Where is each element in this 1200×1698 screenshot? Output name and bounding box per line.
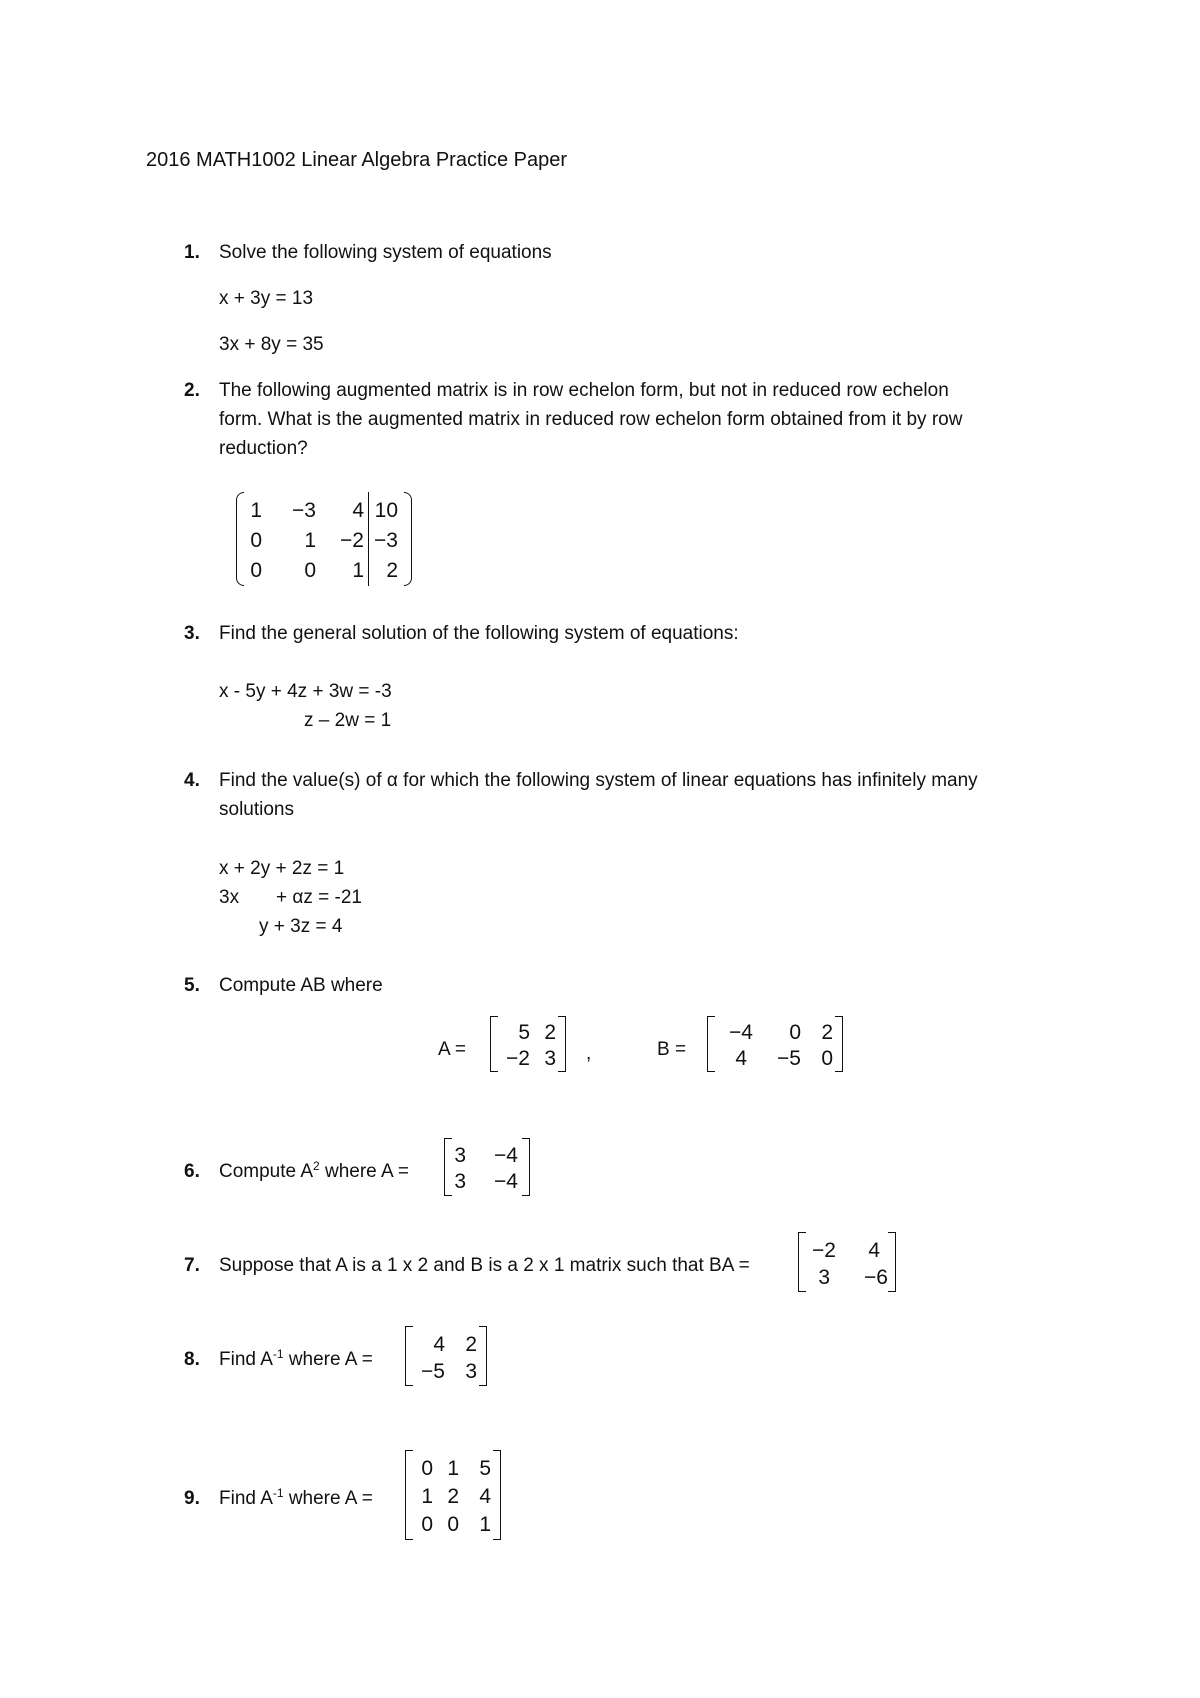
matrix-cell: 4 [352,499,364,522]
matrix-cell: −5 [421,1360,445,1383]
question-text: form. What is the augmented matrix in reduced row echelon form obtained from it by row [219,409,963,430]
question-text: Find $A^{-1}$ where A = [219,1347,373,1370]
question-text: Suppose that A is a 1 x 2 and B is a 2 x 1 matrix such that BA = [219,1255,750,1276]
question-number: 9. [184,1488,200,1509]
matrix-cell: 5 [479,1457,491,1480]
matrix-cell: 2 [821,1021,833,1044]
matrix-cell: 3 [544,1047,556,1070]
matrix-label: A = [438,1039,466,1060]
equation: 3x [219,887,240,908]
question-text: Compute AB where [219,975,383,996]
question-number: 7. [184,1255,200,1276]
question-number: 3. [184,623,200,644]
matrix-cell: 0 [250,559,262,582]
matrix-cell: 3 [454,1144,466,1167]
matrix-cell: 0 [421,1513,433,1536]
equation: 3x + 8y = 35 [219,334,324,355]
equation: x + 2y + 2z = 1 [219,858,345,879]
matrix-cell: 3 [454,1170,466,1193]
matrix-cell: 0 [789,1021,801,1044]
matrix-cell: 0 [821,1047,833,1070]
matrix-cell: −4 [494,1144,518,1167]
separator-comma: , [586,1043,592,1064]
matrix-cell: 2 [386,559,398,582]
question-number: 4. [184,770,200,791]
equation: y + 3z = 4 [259,916,343,937]
matrix-cell: 2 [544,1021,556,1044]
matrix-cell: 0 [250,529,262,552]
matrix-cell: 1 [352,559,364,582]
matrix-cell: −3 [374,529,398,552]
matrix-cell: 0 [421,1457,433,1480]
matrix-cell: 5 [518,1021,530,1044]
matrix-cell: 4 [479,1485,491,1508]
matrix-cell: 10 [374,499,398,522]
equation: x - 5y + 4z + 3w = -3 [219,681,392,702]
matrix-a [444,1138,530,1196]
question-number: 2. [184,380,200,401]
question-text: The following augmented matrix is in row echelon form, but not in reduced row echelon [219,380,949,401]
matrix-label: B = [657,1039,687,1060]
matrix-cell: −3 [292,499,316,522]
matrix-cell: 3 [465,1360,477,1383]
matrix-cell: 2 [465,1333,477,1356]
matrix-a [405,1450,501,1540]
matrix-cell: −5 [777,1047,801,1070]
matrix-cell: −2 [340,529,364,552]
question-text: Solve the following system of equations [219,242,552,263]
question-text: Find the general solution of the following system of equations: [219,623,739,644]
question-text: reduction? [219,438,308,459]
matrix-cell: 1 [304,529,316,552]
question-number: 6. [184,1161,200,1182]
matrix-cell: −2 [812,1239,836,1262]
equation: x + 3y = 13 [219,288,314,309]
question-number: 5. [184,975,200,996]
matrix-cell: −4 [494,1170,518,1193]
question-text: Compute $A^2$ where A = [219,1159,409,1182]
matrix-cell: −4 [729,1021,753,1044]
matrix-cell: 1 [479,1513,491,1536]
matrix-cell: 4 [735,1047,747,1070]
matrix-cell: 0 [447,1513,459,1536]
question-number: 8. [184,1349,200,1370]
matrix-cell: 1 [421,1485,433,1508]
page-title: 2016 MATH1002 Linear Algebra Practice Paper [146,149,567,171]
matrix-cell: 4 [433,1333,445,1356]
augmented-matrix [236,492,412,586]
matrix-cell: 4 [868,1239,880,1262]
matrix-a [405,1326,487,1386]
question-text: Find the value(s) of α for which the following system of linear equations has infinitely many [219,770,978,791]
question-text: Find $A^{-1}$ where A = [219,1486,373,1509]
question-number: 1. [184,242,200,263]
equation: + αz = -21 [276,887,362,908]
matrix-cell: −6 [864,1266,888,1289]
matrix-cell: 1 [250,499,262,522]
matrix-ba [798,1232,896,1292]
equation: z – 2w = 1 [304,710,392,731]
question-text: solutions [219,799,294,820]
matrix-a [490,1016,566,1072]
matrix-cell: 1 [447,1457,459,1480]
matrix-cell: −2 [506,1047,530,1070]
matrix-cell: 0 [304,559,316,582]
matrix-cell: 3 [818,1266,830,1289]
matrix-cell: 2 [447,1485,459,1508]
matrix-b [707,1016,843,1072]
